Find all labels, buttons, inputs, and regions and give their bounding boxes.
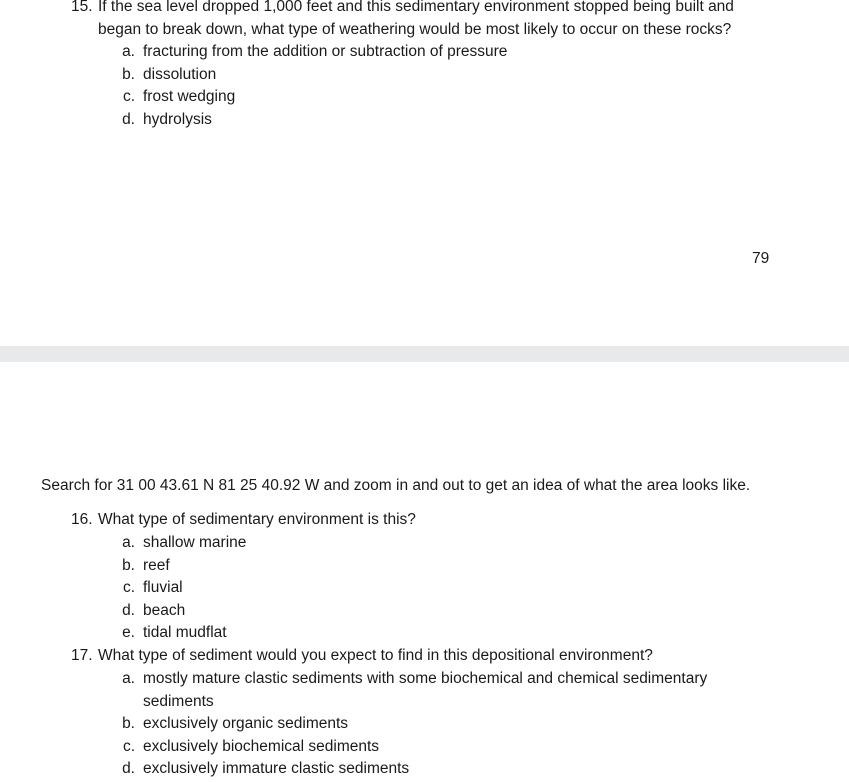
option-text: exclusively organic sediments — [143, 715, 349, 732]
option-text: beach — [143, 601, 186, 619]
document-page-top — [0, 0, 849, 346]
option-text: mostly mature clastic sediments with some biochemical and chemical sedimentary — [143, 670, 708, 687]
option-letter: e. — [122, 624, 135, 641]
question-17-text: What type of sediment would you expect to find in this depositional environment? — [98, 647, 653, 664]
option-text: exclusively biochemical sediments — [143, 737, 380, 755]
option-text: frost wedging — [143, 88, 236, 105]
question-15-number: 15. — [71, 0, 93, 15]
question-16 — [71, 509, 771, 532]
option-text: fracturing from the addition or subtraction of pressure — [143, 43, 508, 60]
page-number: 79 — [752, 250, 770, 267]
search-instruction: Search for 31 00 43.61 N 81 25 40.92 W and zoom in and out to get an idea of what the area looks like. — [41, 477, 751, 494]
option-text: dissolution — [143, 65, 217, 83]
question-17-option-a — [115, 668, 815, 713]
option-letter: c. — [122, 579, 135, 596]
question-17 — [71, 645, 811, 668]
option-text: hydrolysis — [143, 110, 212, 128]
option-letter: b. — [122, 65, 135, 83]
option-text: tidal mudflat — [143, 624, 227, 641]
question-15 — [71, 0, 811, 41]
option-text: fluvial — [143, 579, 183, 596]
option-text: reef — [143, 556, 170, 574]
option-letter: c. — [122, 88, 135, 105]
option-letter: d. — [122, 760, 135, 777]
option-text: shallow marine — [143, 534, 247, 551]
option-letter: b. — [122, 715, 135, 732]
option-letter: a. — [122, 43, 135, 60]
question-17-number: 17. — [71, 647, 93, 664]
option-text-continued: sediments — [143, 692, 214, 710]
option-letter: d. — [122, 110, 135, 128]
option-letter: a. — [122, 534, 135, 551]
option-letter: a. — [122, 670, 135, 687]
option-letter: c. — [122, 737, 135, 755]
question-16-number: 16. — [71, 511, 93, 528]
option-letter: d. — [122, 601, 135, 619]
question-15-text-line-1: If the sea level dropped 1,000 feet and this sedimentary environment stopped being built and — [98, 0, 734, 15]
option-text: exclusively immature clastic sediments — [143, 760, 410, 777]
page-separator — [0, 346, 849, 362]
option-letter: b. — [122, 556, 135, 574]
question-16-text: What type of sedimentary environment is this? — [98, 511, 416, 528]
question-15-text-line-2: began to break down, what type of weathering would be most likely to occur on these rocks? — [98, 20, 732, 38]
